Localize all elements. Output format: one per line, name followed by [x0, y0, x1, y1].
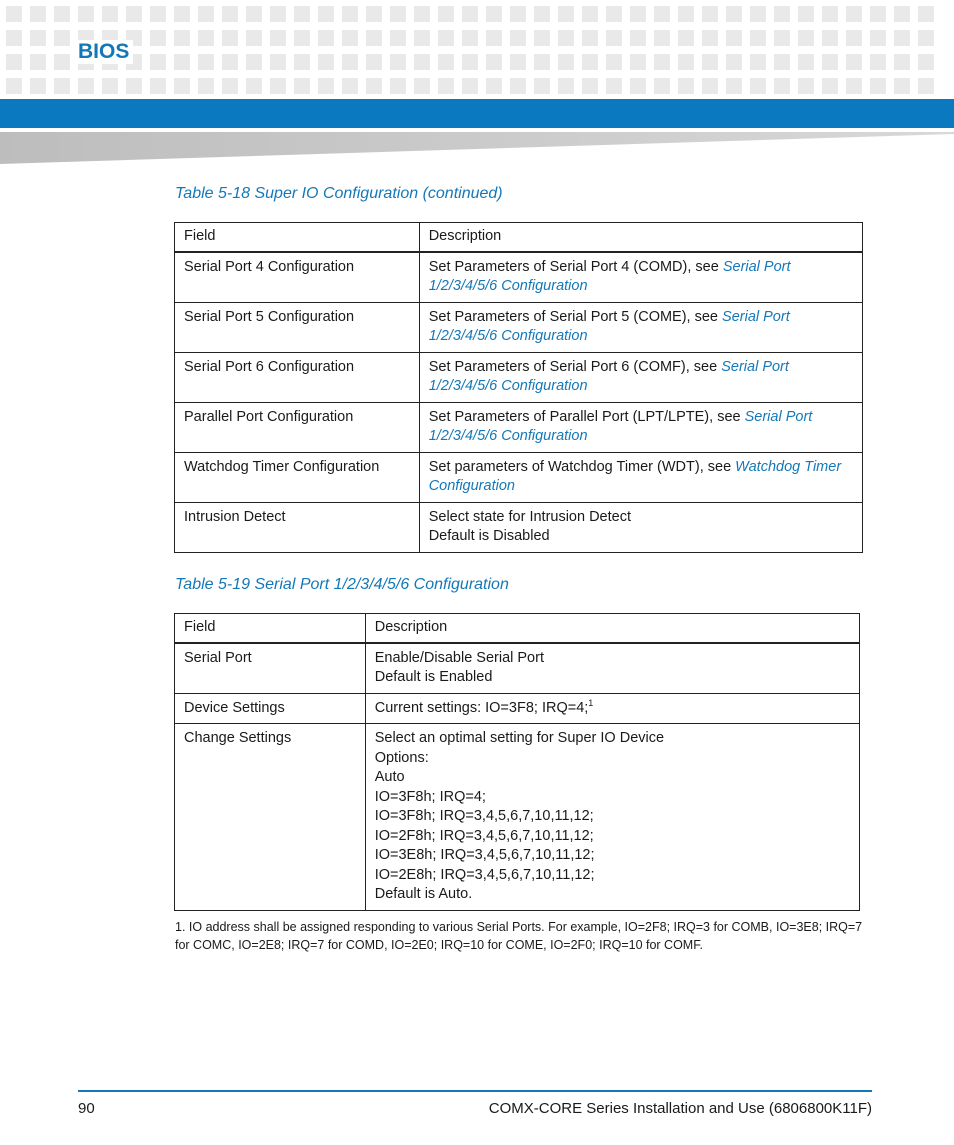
- header-pattern-square: [582, 30, 598, 46]
- header-pattern-square: [462, 30, 478, 46]
- header-pattern-square: [822, 54, 838, 70]
- header-pattern-square: [246, 54, 262, 70]
- header-pattern-square: [6, 6, 22, 22]
- column-header: Field: [175, 223, 420, 252]
- header-pattern-square: [918, 6, 934, 22]
- header-pattern-square: [606, 78, 622, 94]
- table-header-row: [175, 614, 860, 643]
- table-row: [175, 693, 860, 724]
- header-pattern-square: [30, 6, 46, 22]
- document-title: COMX-CORE Series Installation and Use (6806800K11F): [488, 1100, 872, 1117]
- header-pattern-square: [462, 54, 478, 70]
- header-pattern-square: [846, 78, 862, 94]
- header-pattern-square: [678, 30, 694, 46]
- header-pattern-square: [750, 78, 766, 94]
- header-blue-bar: [0, 99, 954, 128]
- header-pattern-square: [102, 6, 118, 22]
- header-pattern-square: [534, 6, 550, 22]
- header-pattern-square: [294, 78, 310, 94]
- header-pattern-square: [150, 6, 166, 22]
- header-pattern-square: [918, 30, 934, 46]
- header-pattern-square: [294, 30, 310, 46]
- description-cell: [365, 693, 859, 724]
- header-pattern-square: [654, 78, 670, 94]
- header-pattern-square: [174, 78, 190, 94]
- table-row: [175, 352, 863, 402]
- option-line: IO=3E8h; IRQ=3,4,5,6,7,10,11,12;: [374, 847, 595, 863]
- field-cell: Serial Port 6 Configuration: [175, 352, 420, 402]
- option-line: IO=3F8h; IRQ=3,4,5,6,7,10,11,12;: [374, 808, 594, 824]
- header-pattern-square: [630, 30, 646, 46]
- header-pattern-square: [54, 30, 70, 46]
- cross-reference-link[interactable]: Serial Port 1/2/3/4/5/6 Configuration: [428, 308, 790, 344]
- header-pattern-square: [822, 78, 838, 94]
- header-pattern-square: [558, 6, 574, 22]
- super-io-config-table: [174, 222, 863, 553]
- header-pattern-square: [606, 54, 622, 70]
- header-pattern-square: [870, 30, 886, 46]
- header-pattern-square: [894, 6, 910, 22]
- header-pattern-square: [894, 78, 910, 94]
- table-footnote: 1. IO address shall be assigned responding to various Serial Ports. For example, IO=2F8; IRQ=3 for COMB, IO=3E8; IRQ=7 for COMC, IO=2E8; IRQ=7 for COMD, IO=2E0; IRQ=10 for COME, IO=2F0; IRQ=10 for COMF.: [175, 920, 863, 952]
- header-pattern-square: [798, 30, 814, 46]
- header-pattern-square: [174, 54, 190, 70]
- header-pattern-square: [486, 54, 502, 70]
- header-pattern-square: [486, 6, 502, 22]
- section-title: BIOS: [78, 40, 133, 64]
- header-pattern-square: [510, 6, 526, 22]
- table-5-18-caption: Table 5-18 Super IO Configuration (continued): [175, 185, 503, 202]
- header-pattern-square: [534, 54, 550, 70]
- description-line: Select an optimal setting for Super IO Device: [374, 730, 665, 746]
- footnote-marker[interactable]: 1: [588, 697, 594, 708]
- cross-reference-link[interactable]: Serial Port 1/2/3/4/5/6 Configuration: [428, 258, 791, 294]
- header-pattern-square: [510, 54, 526, 70]
- header-pattern-square: [342, 30, 358, 46]
- header-pattern-square: [798, 54, 814, 70]
- header-pattern-square: [486, 78, 502, 94]
- header-pattern-square: [630, 54, 646, 70]
- description-cell: [365, 724, 859, 911]
- cross-reference-link[interactable]: Serial Port 1/2/3/4/5/6 Configuration: [428, 408, 813, 444]
- header-pattern-square: [726, 30, 742, 46]
- field-cell: Device Settings: [175, 693, 366, 724]
- header-pattern-square: [390, 30, 406, 46]
- header-pattern-square: [318, 6, 334, 22]
- header-pattern-square: [438, 6, 454, 22]
- header-pattern-square: [774, 30, 790, 46]
- header-pattern-square: [366, 6, 382, 22]
- header-pattern-square: [414, 30, 430, 46]
- header-pattern-square: [438, 30, 454, 46]
- table-header-row: [175, 223, 863, 252]
- description-line: Default is Disabled: [428, 528, 550, 544]
- option-line: IO=3F8h; IRQ=4;: [374, 788, 486, 805]
- header-pattern-square: [318, 54, 334, 70]
- description-line: Default is Auto.: [374, 886, 473, 902]
- header-pattern-square: [462, 78, 478, 94]
- header-pattern-square: [774, 78, 790, 94]
- header-pattern-square: [678, 54, 694, 70]
- description-cell: [419, 352, 862, 402]
- header-pattern-square: [462, 6, 478, 22]
- table-row: [175, 302, 863, 352]
- description-line: Select state for Intrusion Detect: [428, 508, 631, 525]
- header-pattern-square: [294, 54, 310, 70]
- header-pattern-square: [846, 54, 862, 70]
- header-pattern-square: [342, 54, 358, 70]
- header-pattern-square: [606, 6, 622, 22]
- description-cell: [419, 302, 862, 352]
- header-pattern-square: [126, 6, 142, 22]
- header-pattern-square: [510, 78, 526, 94]
- header-pattern-square: [174, 30, 190, 46]
- header-pattern-square: [846, 30, 862, 46]
- header-grey-wedge: [0, 130, 954, 164]
- option-line: Auto: [374, 769, 405, 785]
- header-pattern-square: [846, 6, 862, 22]
- header-pattern-square: [582, 54, 598, 70]
- header-pattern-square: [726, 78, 742, 94]
- header-pattern-square: [222, 78, 238, 94]
- header-pattern-square: [798, 78, 814, 94]
- header-pattern-square: [702, 30, 718, 46]
- header-pattern-square: [222, 30, 238, 46]
- description-text: Set Parameters of Parallel Port (LPT/LPTE), see: [428, 408, 745, 425]
- header-pattern-square: [798, 6, 814, 22]
- header-pattern-square: [390, 78, 406, 94]
- header-pattern-square: [270, 78, 286, 94]
- description-cell: [419, 502, 862, 552]
- header-pattern-square: [438, 78, 454, 94]
- table-row: [175, 402, 863, 452]
- table-row: [175, 452, 863, 502]
- header-pattern-square: [582, 6, 598, 22]
- header-pattern-square: [30, 54, 46, 70]
- option-line: IO=2E8h; IRQ=3,4,5,6,7,10,11,12;: [374, 866, 595, 883]
- field-cell: Change Settings: [175, 724, 366, 911]
- description-line: Default is Enabled: [374, 669, 493, 685]
- header-pattern-square: [198, 54, 214, 70]
- header-pattern-square: [198, 78, 214, 94]
- table-row: [175, 502, 863, 552]
- header-pattern-square: [54, 6, 70, 22]
- header-pattern-square: [726, 54, 742, 70]
- header-pattern-square: [318, 78, 334, 94]
- header-pattern-square: [558, 30, 574, 46]
- header-pattern-square: [222, 6, 238, 22]
- description-text: Set parameters of Watchdog Timer (WDT), see: [428, 458, 736, 475]
- header-pattern-square: [6, 54, 22, 70]
- description-text: Set Parameters of Serial Port 4 (COMD), see: [428, 258, 723, 275]
- header-pattern-square: [918, 54, 934, 70]
- header-pattern-square: [558, 78, 574, 94]
- header-pattern-square: [366, 78, 382, 94]
- header-pattern-square: [390, 6, 406, 22]
- header-pattern-square: [30, 30, 46, 46]
- header-pattern-square: [894, 54, 910, 70]
- header-pattern-square: [78, 6, 94, 22]
- field-cell: Intrusion Detect: [175, 502, 420, 552]
- field-cell: Parallel Port Configuration: [175, 402, 420, 452]
- header-pattern-square: [606, 30, 622, 46]
- header-pattern-square: [54, 78, 70, 94]
- header-pattern-square: [558, 54, 574, 70]
- header-pattern-square: [126, 78, 142, 94]
- header-pattern-square: [750, 54, 766, 70]
- header-pattern-square: [654, 6, 670, 22]
- description-text: Set Parameters of Serial Port 6 (COMF), see: [428, 358, 722, 375]
- field-cell: Serial Port 5 Configuration: [175, 302, 420, 352]
- description-cell: [419, 252, 862, 303]
- header-pattern-square: [6, 30, 22, 46]
- header-pattern-square: [390, 54, 406, 70]
- header-pattern-square: [726, 6, 742, 22]
- header-pattern-square: [342, 78, 358, 94]
- description-cell: [419, 402, 862, 452]
- header-pattern-square: [78, 78, 94, 94]
- header-pattern-square: [366, 30, 382, 46]
- header-pattern-square: [582, 78, 598, 94]
- header-pattern-square: [870, 6, 886, 22]
- header-pattern-square: [678, 6, 694, 22]
- header-pattern-square: [150, 30, 166, 46]
- header-pattern-square: [534, 78, 550, 94]
- header-pattern-square: [750, 6, 766, 22]
- header-pattern-square: [102, 78, 118, 94]
- header-pattern-square: [342, 6, 358, 22]
- field-cell: Watchdog Timer Configuration: [175, 452, 420, 502]
- column-header: Description: [419, 223, 862, 252]
- description-text: Set Parameters of Serial Port 5 (COME), see: [428, 308, 723, 325]
- header-pattern-square: [510, 30, 526, 46]
- description-line: Options:: [374, 749, 429, 766]
- header-pattern-square: [414, 54, 430, 70]
- header-pattern-square: [246, 78, 262, 94]
- column-header: Field: [175, 614, 366, 643]
- table-5-19-caption: Table 5-19 Serial Port 1/2/3/4/5/6 Configuration: [175, 576, 509, 593]
- header-pattern-square: [678, 78, 694, 94]
- table-row: [175, 252, 863, 303]
- header-pattern: [0, 0, 954, 96]
- header-pattern-square: [822, 6, 838, 22]
- description-text: Current settings: IO=3F8; IRQ=4;: [374, 699, 589, 716]
- description-cell: [419, 452, 862, 502]
- header-pattern-square: [630, 78, 646, 94]
- header-pattern-square: [870, 78, 886, 94]
- header-pattern-square: [54, 54, 70, 70]
- header-pattern-square: [414, 6, 430, 22]
- header-pattern-square: [774, 54, 790, 70]
- header-pattern-square: [270, 6, 286, 22]
- header-pattern-square: [222, 54, 238, 70]
- cross-reference-link[interactable]: Watchdog Timer Configuration: [428, 458, 842, 494]
- header-pattern-square: [534, 30, 550, 46]
- header-pattern-square: [198, 6, 214, 22]
- header-pattern-square: [150, 54, 166, 70]
- table-row: [175, 643, 860, 694]
- header-pattern-square: [150, 78, 166, 94]
- header-pattern-square: [270, 54, 286, 70]
- header-pattern-square: [294, 6, 310, 22]
- cross-reference-link[interactable]: Serial Port 1/2/3/4/5/6 Configuration: [428, 358, 789, 394]
- header-pattern-square: [366, 54, 382, 70]
- column-header: Description: [365, 614, 859, 643]
- header-pattern-square: [270, 30, 286, 46]
- table-row: [175, 724, 860, 911]
- header-pattern-square: [318, 30, 334, 46]
- header-pattern-square: [246, 30, 262, 46]
- header-pattern-square: [30, 78, 46, 94]
- field-cell: Serial Port 4 Configuration: [175, 252, 420, 303]
- header-pattern-square: [702, 54, 718, 70]
- description-line: Enable/Disable Serial Port: [374, 649, 544, 666]
- header-pattern-square: [438, 54, 454, 70]
- header-pattern-square: [702, 6, 718, 22]
- header-pattern-square: [630, 6, 646, 22]
- header-pattern-square: [702, 78, 718, 94]
- header-pattern-square: [870, 54, 886, 70]
- header-pattern-square: [654, 54, 670, 70]
- header-pattern-square: [174, 6, 190, 22]
- header-pattern-square: [750, 30, 766, 46]
- header-pattern-square: [6, 78, 22, 94]
- field-cell: Serial Port: [175, 643, 366, 694]
- header-pattern-square: [246, 6, 262, 22]
- description-cell: [365, 643, 859, 694]
- header-pattern-square: [774, 6, 790, 22]
- header-pattern-square: [486, 30, 502, 46]
- page-number: 90: [78, 1100, 95, 1117]
- header-pattern-square: [894, 30, 910, 46]
- footer-rule: [78, 1090, 872, 1092]
- option-line: IO=2F8h; IRQ=3,4,5,6,7,10,11,12;: [374, 827, 594, 844]
- header-pattern-square: [822, 30, 838, 46]
- header-pattern-square: [918, 78, 934, 94]
- header-pattern-square: [414, 78, 430, 94]
- header-pattern-square: [198, 30, 214, 46]
- serial-port-config-table: [174, 613, 860, 911]
- header-pattern-square: [654, 30, 670, 46]
